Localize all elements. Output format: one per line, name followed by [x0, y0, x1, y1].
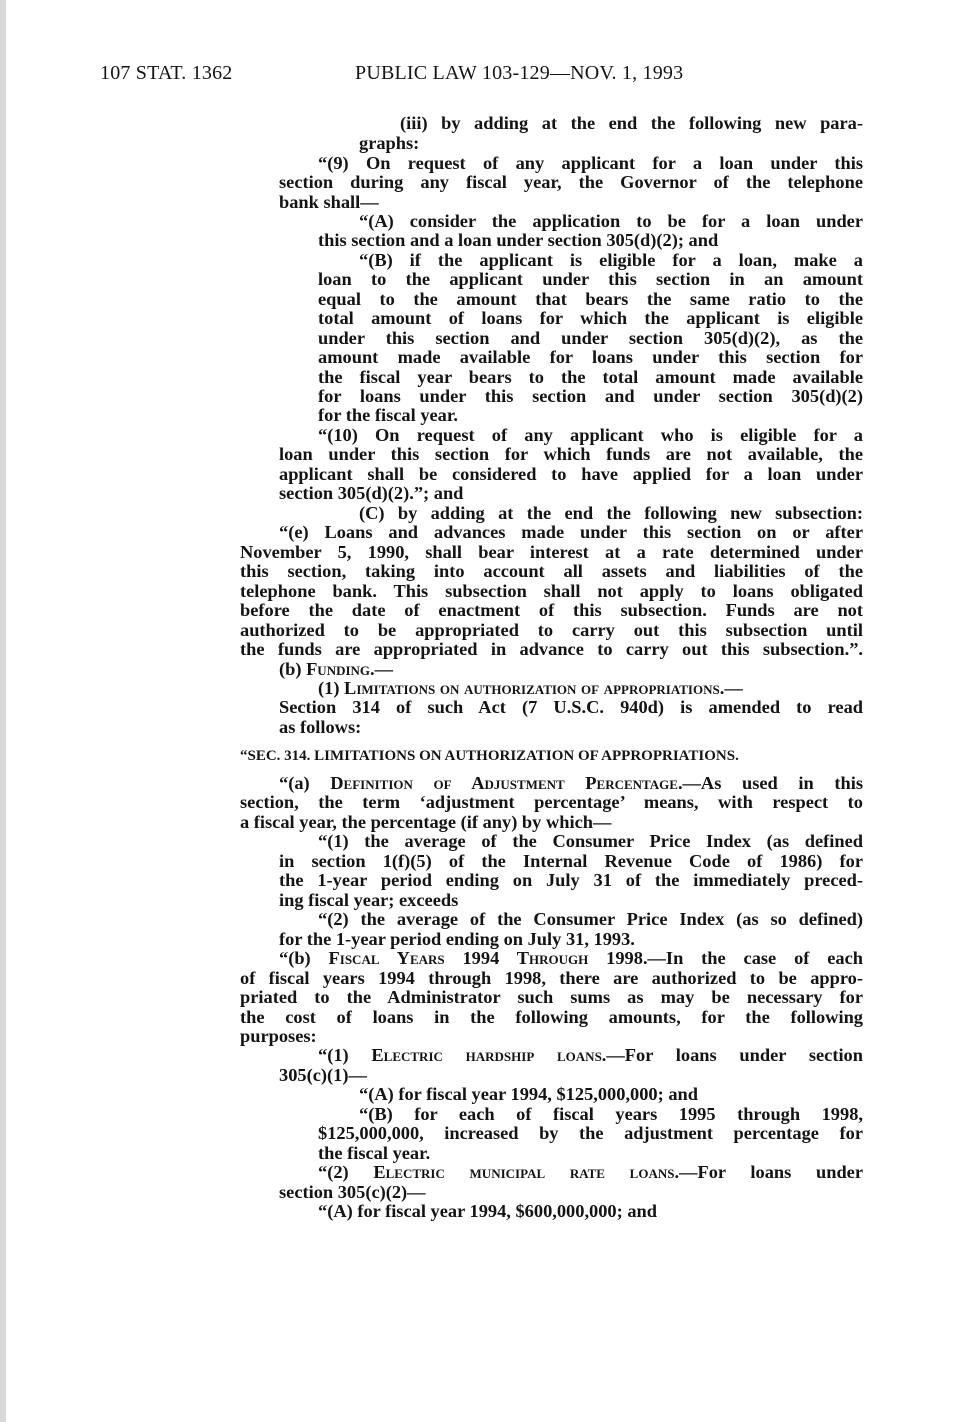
- text-line: section, the term ‘adjustment percentage’ means, with respect to: [240, 792, 863, 812]
- text-run: .—: [719, 678, 743, 698]
- text-line: for loans under this section and under section 305(d)(2): [318, 386, 863, 406]
- stat-page-number: 107 STAT. 1362: [100, 62, 233, 84]
- paragraph-heading: [318, 1045, 863, 1065]
- definition-heading: [279, 773, 863, 793]
- text-line: section 305(d)(2).”; and: [279, 483, 464, 503]
- text-line: “(A) for fiscal year 1994, $600,000,000; and: [318, 1201, 658, 1221]
- text-line: this section and a loan under section 305(d)(2); and: [318, 230, 719, 250]
- scan-edge: [0, 0, 6, 1422]
- text-line: “(B) for each of fiscal years 1995 through 1998,: [359, 1104, 863, 1124]
- text-line: (C) by adding at the end the following new subsection:: [359, 503, 863, 523]
- text-line: of fiscal years 1994 through 1998, there are authorized to be appro-: [240, 968, 863, 988]
- text-run: .—As used in this: [677, 773, 863, 793]
- text-line: the fiscal year bears to the total amount made available: [318, 367, 863, 387]
- text-line: this section, taking into account all assets and liabilities of the: [240, 561, 863, 581]
- text-line: telephone bank. This subsection shall not apply to loans obligated: [240, 581, 863, 601]
- text-run: Electric municipal rate loans: [373, 1162, 675, 1182]
- text-run: “(1): [318, 1045, 372, 1065]
- text-line: under this section and under section 305(d)(2), as the: [318, 328, 863, 348]
- subsection-heading: [279, 659, 393, 679]
- text-line: a fiscal year, the percentage (if any) by which—: [240, 812, 612, 832]
- text-run: Definition of Adjustment Percentage: [330, 773, 678, 793]
- text-line: graphs:: [359, 133, 420, 153]
- text-line: section during any fiscal year, the Governor of the telephone: [279, 172, 863, 192]
- text-line: “(9) On request of any applicant for a loan under this: [318, 153, 863, 173]
- subsection-heading: [279, 948, 863, 968]
- text-run: .—For loans under: [674, 1162, 863, 1182]
- text-line: section 305(c)(2)—: [279, 1182, 426, 1202]
- text-line: priated to the Administrator such sums as may be necessary for: [240, 987, 863, 1007]
- text-line: in section 1(f)(5) of the Internal Revenue Code of 1986) for: [279, 851, 863, 871]
- text-line: the cost of loans in the following amounts, for the following: [240, 1007, 863, 1027]
- text-run: Electric hardship loans: [371, 1045, 602, 1065]
- text-line: loan to the applicant under this section in an amount: [318, 269, 863, 289]
- text-line: as follows:: [279, 717, 362, 737]
- text-line: authorized to be appropriated to carry out this subsection until: [240, 620, 863, 640]
- text-line: Section 314 of such Act (7 U.S.C. 940d) is amended to read: [279, 697, 863, 717]
- text-run: Limitations on authorization of appropriations: [344, 678, 720, 698]
- paragraph-heading: [318, 678, 743, 698]
- text-line: purposes:: [240, 1026, 317, 1046]
- text-run: “(a): [279, 773, 331, 793]
- text-line: before the date of enactment of this subsection. Funds are not: [240, 600, 863, 620]
- text-line: 305(c)(1)—: [279, 1065, 367, 1085]
- text-line: equal to the amount that bears the same ratio to the: [318, 289, 863, 309]
- text-line: bank shall—: [279, 192, 379, 212]
- text-run: .—In the case of each: [642, 948, 863, 968]
- text-run: (b): [279, 659, 307, 679]
- text-line: amount made available for loans under this section for: [318, 347, 863, 367]
- text-line: “(2) the average of the Consumer Price Index (as so defined): [318, 909, 863, 929]
- running-header: PUBLIC LAW 103-129—NOV. 1, 1993: [355, 62, 684, 84]
- text-line: “(1) the average of the Consumer Price Index (as defined: [318, 831, 863, 851]
- text-line: the fiscal year.: [318, 1143, 431, 1163]
- text-line: “(A) consider the application to be for a loan under: [359, 211, 863, 231]
- text-run: .—: [370, 659, 394, 679]
- text-line: the 1-year period ending on July 31 of the immediately preced-: [279, 870, 863, 890]
- text-line: for the fiscal year.: [318, 405, 458, 425]
- section-heading: “SEC. 314. LIMITATIONS ON AUTHORIZATION OF APPROPRIATIONS.: [240, 748, 739, 764]
- paragraph-heading: [318, 1162, 863, 1182]
- text-run: (1): [318, 678, 345, 698]
- text-line: applicant shall be considered to have applied for a loan under: [279, 464, 863, 484]
- text-line: “(A) for fiscal year 1994, $125,000,000; and: [359, 1084, 699, 1104]
- text-line: “(B) if the applicant is eligible for a loan, make a: [359, 250, 863, 270]
- text-run: Fiscal Years 1994 Through 1998: [328, 948, 643, 968]
- text-line: November 5, 1990, shall bear interest at a rate determined under: [240, 542, 863, 562]
- text-line: (iii) by adding at the end the following new para-: [400, 113, 863, 133]
- text-line: total amount of loans for which the applicant is eligible: [318, 308, 863, 328]
- text-run: “(2): [318, 1162, 374, 1182]
- text-run: Funding: [306, 659, 371, 679]
- text-line: “(10) On request of any applicant who is eligible for a: [318, 425, 863, 445]
- text-line: loan under this section for which funds are not available, the: [279, 444, 863, 464]
- text-run: .—For loans under section: [601, 1045, 863, 1065]
- text-line: for the 1-year period ending on July 31, 1993.: [279, 929, 635, 949]
- text-line: ing fiscal year; exceeds: [279, 890, 459, 910]
- text-line: $125,000,000, increased by the adjustment percentage for: [318, 1123, 863, 1143]
- text-line: “(e) Loans and advances made under this section on or after: [279, 522, 863, 542]
- text-run: “(b): [279, 948, 329, 968]
- text-line: the funds are appropriated in advance to carry out this subsection.”.: [240, 639, 863, 659]
